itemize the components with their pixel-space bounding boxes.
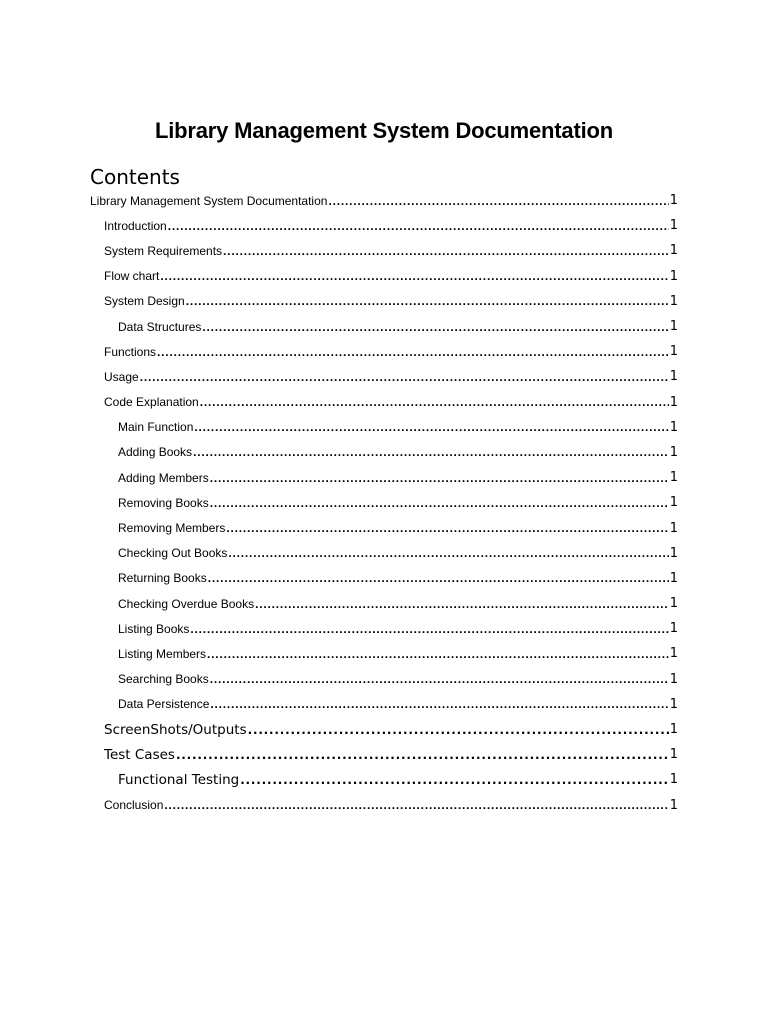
toc-page-number: 1 [669, 218, 678, 234]
toc-leader-dots [228, 546, 668, 560]
toc-entry[interactable] [90, 616, 678, 641]
toc-page-number: 1 [669, 319, 678, 335]
toc-entry[interactable] [90, 415, 678, 440]
toc-entry-label: Data Persistence [118, 697, 210, 712]
toc-entry[interactable] [90, 440, 678, 465]
toc-leader-dots [207, 647, 669, 661]
toc-entry-label: Data Structures [118, 319, 202, 334]
toc-entry-label: Introduction [104, 218, 167, 233]
toc-entry-label: Listing Books [118, 621, 190, 636]
toc-entry[interactable] [90, 490, 678, 515]
toc-entry-label: Main Function [118, 420, 194, 435]
toc-page-number: 1 [669, 470, 678, 486]
toc-leader-dots [193, 445, 669, 459]
toc-page-number: 1 [669, 243, 678, 259]
toc-leader-dots [328, 194, 668, 208]
toc-page-number: 1 [669, 520, 678, 536]
toc-leader-dots [157, 345, 669, 359]
toc-page-number: 1 [669, 570, 678, 586]
toc-entry-label: Adding Members [118, 470, 209, 485]
toc-entry-label: Usage [104, 369, 139, 384]
toc-entry[interactable] [90, 692, 678, 717]
toc-entry[interactable] [90, 793, 678, 818]
toc-leader-dots [210, 672, 669, 686]
toc-leader-dots [240, 773, 669, 787]
toc-entry[interactable] [90, 289, 678, 314]
toc-entry-label: Code Explanation [104, 395, 199, 410]
toc-entry[interactable] [90, 390, 678, 415]
toc-entry[interactable] [90, 566, 678, 591]
toc-entry-label: Searching Books [118, 672, 209, 687]
toc-entry[interactable] [90, 667, 678, 692]
toc-entry-label: Returning Books [118, 571, 207, 586]
toc-leader-dots [186, 294, 669, 308]
toc-page-number: 1 [669, 344, 678, 360]
toc-entry[interactable] [90, 238, 678, 263]
toc-leader-dots [223, 244, 669, 258]
toc-entry-label: Listing Members [118, 646, 207, 661]
toc-page-number: 1 [669, 419, 678, 435]
toc-leader-dots [255, 597, 669, 611]
toc-leader-dots [248, 723, 669, 737]
toc-page-number: 1 [669, 444, 678, 460]
toc-page-number: 1 [669, 646, 678, 662]
toc-entry[interactable] [90, 767, 678, 792]
toc-leader-dots [202, 320, 668, 334]
toc-entry[interactable] [90, 515, 678, 540]
toc-entry[interactable] [90, 264, 678, 289]
toc-page-number: 1 [669, 369, 678, 385]
toc-entry-label: Removing Books [118, 495, 209, 510]
toc-entry[interactable] [90, 591, 678, 616]
toc-leader-dots [200, 395, 669, 409]
contents-heading: Contents [90, 165, 180, 189]
toc-entry-label: Conclusion [104, 798, 164, 813]
toc-entry-label: ScreenShots/Outputs [104, 721, 247, 738]
toc-page-number: 1 [669, 696, 678, 712]
toc-entry-label: Library Management System Documentation [90, 193, 328, 208]
toc-leader-dots [160, 269, 668, 283]
toc-leader-dots [210, 697, 668, 711]
toc-entry-label: Removing Members [118, 521, 226, 536]
table-of-contents [90, 188, 678, 818]
toc-page-number: 1 [669, 621, 678, 637]
toc-page-number: 1 [669, 747, 678, 763]
toc-leader-dots [164, 798, 668, 812]
toc-entry-label: System Design [104, 294, 185, 309]
toc-entry-label: Test Cases [104, 746, 175, 763]
toc-leader-dots [176, 748, 669, 762]
toc-page-number: 1 [669, 671, 678, 687]
toc-entry[interactable] [90, 465, 678, 490]
toc-entry-label: System Requirements [104, 243, 223, 258]
toc-leader-dots [208, 571, 669, 585]
toc-page-number: 1 [669, 596, 678, 612]
toc-page-number: 1 [669, 545, 678, 561]
toc-leader-dots [226, 521, 668, 535]
toc-page-number: 1 [669, 193, 678, 209]
toc-page-number: 1 [669, 495, 678, 511]
toc-entry[interactable] [90, 213, 678, 238]
toc-page-number: 1 [669, 722, 678, 738]
toc-leader-dots [210, 496, 669, 510]
toc-page-number: 1 [669, 797, 678, 813]
toc-entry-label: Functions [104, 344, 157, 359]
toc-entry-label: Checking Out Books [118, 546, 228, 561]
toc-entry[interactable] [90, 641, 678, 666]
toc-leader-dots [168, 219, 669, 233]
toc-entry-label: Functional Testing [118, 771, 240, 788]
toc-page-number: 1 [669, 394, 678, 410]
toc-entry[interactable] [90, 717, 678, 742]
toc-leader-dots [190, 622, 668, 636]
toc-entry[interactable] [90, 314, 678, 339]
toc-entry[interactable] [90, 364, 678, 389]
toc-leader-dots [210, 471, 669, 485]
toc-entry-label: Adding Books [118, 445, 193, 460]
toc-page-number: 1 [669, 772, 678, 788]
toc-leader-dots [140, 370, 669, 384]
toc-entry[interactable] [90, 188, 678, 213]
toc-entry[interactable] [90, 541, 678, 566]
toc-entry[interactable] [90, 339, 678, 364]
toc-leader-dots [194, 420, 668, 434]
toc-page-number: 1 [669, 293, 678, 309]
toc-entry-label: Checking Overdue Books [118, 596, 255, 611]
document-title: Library Management System Documentation [155, 118, 613, 143]
toc-page-number: 1 [669, 268, 678, 284]
toc-entry[interactable] [90, 742, 678, 767]
toc-entry-label: Flow chart [104, 269, 160, 284]
